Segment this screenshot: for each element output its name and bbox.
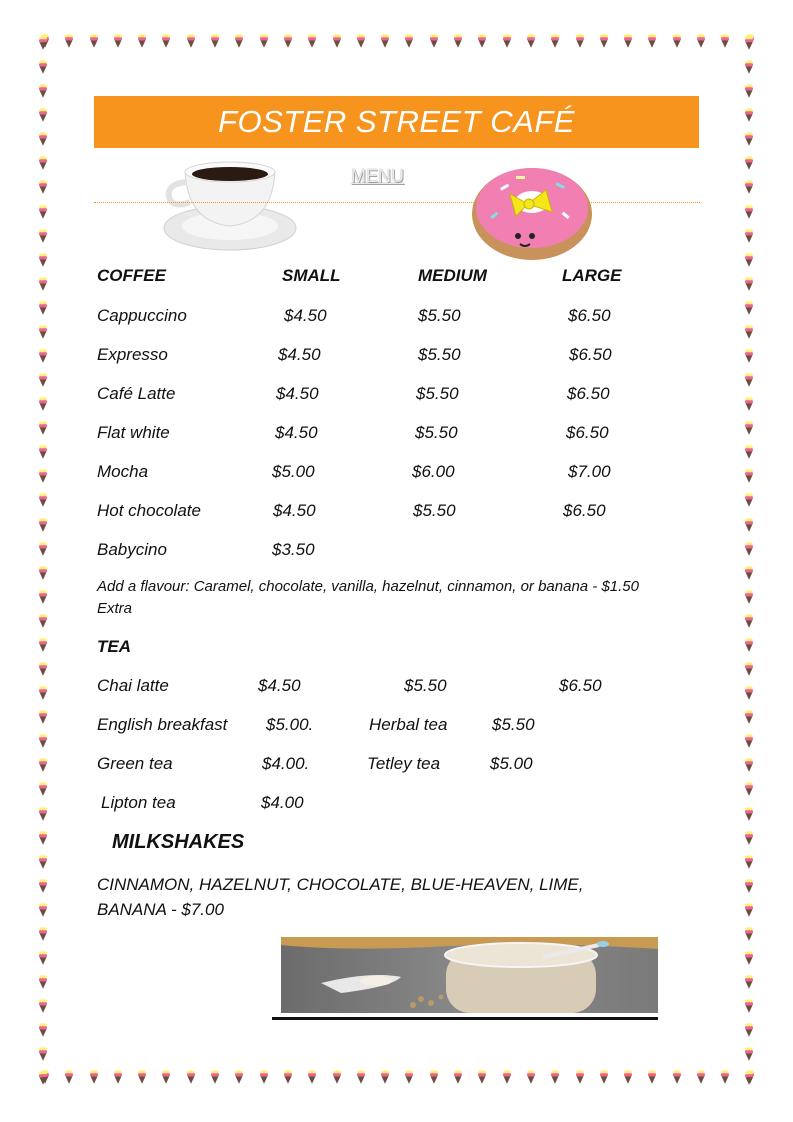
ice-cream-cone-icon xyxy=(38,1071,48,1085)
coffee-item-small: $4.50 xyxy=(284,306,327,325)
ice-cream-cone-icon xyxy=(38,180,48,194)
coffee-item-name: Flat white xyxy=(97,423,170,442)
ice-cream-cone-icon xyxy=(744,205,754,219)
milkshake-photo xyxy=(281,937,658,1013)
ice-cream-cone-icon xyxy=(38,686,48,700)
coffee-item-small: $4.50 xyxy=(275,423,318,442)
ice-cream-cone-icon xyxy=(744,301,754,315)
ice-cream-cone-icon xyxy=(647,1070,657,1084)
ice-cream-cone-icon xyxy=(744,180,754,194)
ice-cream-cone-icon xyxy=(477,34,487,48)
ice-cream-cone-icon xyxy=(744,1047,754,1061)
size-small-header: SMALL xyxy=(282,266,341,285)
coffee-item-name: Babycino xyxy=(97,540,167,559)
border-bottom xyxy=(40,1070,755,1088)
ice-cream-cone-icon xyxy=(89,34,99,48)
coffee-item-large: $6.50 xyxy=(568,306,611,325)
ice-cream-cone-icon xyxy=(744,662,754,676)
ice-cream-cone-icon xyxy=(575,1070,585,1084)
border-top xyxy=(40,34,755,52)
ice-cream-cone-icon xyxy=(38,951,48,965)
ice-cream-cone-icon xyxy=(720,1070,730,1084)
ice-cream-cone-icon xyxy=(696,34,706,48)
ice-cream-cone-icon xyxy=(744,614,754,628)
ice-cream-cone-icon xyxy=(744,349,754,363)
ice-cream-cone-icon xyxy=(744,1071,754,1085)
tea-item-name: Green tea xyxy=(97,754,173,773)
coffee-item-name: Mocha xyxy=(97,462,149,481)
coffee-item-small: $5.00 xyxy=(272,462,315,481)
ice-cream-cone-icon xyxy=(672,34,682,48)
ice-cream-cone-icon xyxy=(38,879,48,893)
donut-icon xyxy=(470,162,595,262)
ice-cream-cone-icon xyxy=(744,951,754,965)
ice-cream-cone-icon xyxy=(38,469,48,483)
coffee-item-small: $4.50 xyxy=(278,345,321,364)
ice-cream-cone-icon xyxy=(38,277,48,291)
flavour-note: Add a flavour: Caramel, chocolate, vanilla, hazelnut, cinnamon, or banana - $1.50 xyxy=(97,578,639,595)
ice-cream-cone-icon xyxy=(526,34,536,48)
tea-item-small: $4.50 xyxy=(258,676,301,695)
ice-cream-cone-icon xyxy=(380,34,390,48)
ice-cream-cone-icon xyxy=(575,34,585,48)
ice-cream-cone-icon xyxy=(744,734,754,748)
ice-cream-cone-icon xyxy=(744,879,754,893)
coffee-item-medium: $5.50 xyxy=(416,384,459,403)
ice-cream-cone-icon xyxy=(696,1070,706,1084)
tea-item-name: Lipton tea xyxy=(101,793,176,812)
tea-item-large: $6.50 xyxy=(559,676,602,695)
ice-cream-cone-icon xyxy=(744,999,754,1013)
ice-cream-cone-icon xyxy=(38,349,48,363)
ice-cream-cone-icon xyxy=(526,1070,536,1084)
ice-cream-cone-icon xyxy=(38,60,48,74)
divider xyxy=(94,202,700,203)
ice-cream-cone-icon xyxy=(356,34,366,48)
coffee-item-small: $4.50 xyxy=(276,384,319,403)
ice-cream-cone-icon xyxy=(647,34,657,48)
ice-cream-cone-icon xyxy=(744,253,754,267)
ice-cream-cone-icon xyxy=(502,34,512,48)
coffee-item-name: Café Latte xyxy=(97,384,176,403)
coffee-item-medium: $5.50 xyxy=(418,306,461,325)
coffee-item-name: Cappuccino xyxy=(97,306,187,325)
ice-cream-cone-icon xyxy=(259,1070,269,1084)
tea-item-name: Tetley tea xyxy=(367,754,441,773)
ice-cream-cone-icon xyxy=(744,445,754,459)
coffee-item-medium: $5.50 xyxy=(415,423,458,442)
ice-cream-cone-icon xyxy=(210,34,220,48)
ice-cream-cone-icon xyxy=(453,1070,463,1084)
ice-cream-cone-icon xyxy=(744,542,754,556)
ice-cream-cone-icon xyxy=(38,831,48,845)
ice-cream-cone-icon xyxy=(744,807,754,821)
ice-cream-cone-icon xyxy=(38,710,48,724)
milkshake-flavours: CINNAMON, HAZELNUT, CHOCOLATE, BLUE-HEAVEN, LIME, xyxy=(97,875,584,894)
ice-cream-cone-icon xyxy=(744,831,754,845)
ice-cream-cone-icon xyxy=(137,1070,147,1084)
tea-item-name: Herbal tea xyxy=(369,715,448,734)
ice-cream-cone-icon xyxy=(38,855,48,869)
ice-cream-cone-icon xyxy=(38,301,48,315)
coffee-heading: COFFEE xyxy=(97,266,166,285)
ice-cream-cone-icon xyxy=(672,1070,682,1084)
ice-cream-cone-icon xyxy=(161,1070,171,1084)
ice-cream-cone-icon xyxy=(38,614,48,628)
ice-cream-cone-icon xyxy=(38,421,48,435)
ice-cream-cone-icon xyxy=(161,34,171,48)
ice-cream-cone-icon xyxy=(720,34,730,48)
ice-cream-cone-icon xyxy=(744,421,754,435)
ice-cream-cone-icon xyxy=(744,325,754,339)
ice-cream-cone-icon xyxy=(210,1070,220,1084)
ice-cream-cone-icon xyxy=(599,34,609,48)
coffee-item-medium: $5.50 xyxy=(413,501,456,520)
ice-cream-cone-icon xyxy=(38,373,48,387)
coffee-item-large: $7.00 xyxy=(568,462,611,481)
ice-cream-cone-icon xyxy=(404,34,414,48)
ice-cream-cone-icon xyxy=(38,445,48,459)
tea-item-medium: $5.50 xyxy=(404,676,447,695)
coffee-item-medium: $6.00 xyxy=(412,462,455,481)
ice-cream-cone-icon xyxy=(113,1070,123,1084)
ice-cream-cone-icon xyxy=(113,34,123,48)
ice-cream-cone-icon xyxy=(623,1070,633,1084)
ice-cream-cone-icon xyxy=(623,34,633,48)
size-medium-header: MEDIUM xyxy=(418,266,487,285)
ice-cream-cone-icon xyxy=(186,34,196,48)
ice-cream-cone-icon xyxy=(429,1070,439,1084)
ice-cream-cone-icon xyxy=(744,108,754,122)
ice-cream-cone-icon xyxy=(283,34,293,48)
ice-cream-cone-icon xyxy=(744,84,754,98)
ice-cream-cone-icon xyxy=(744,590,754,604)
border-left xyxy=(38,36,50,1086)
tea-item-price: $4.00. xyxy=(262,754,310,773)
ice-cream-cone-icon xyxy=(64,34,74,48)
tea-item-name: English breakfast xyxy=(97,715,228,734)
ice-cream-cone-icon xyxy=(38,662,48,676)
ice-cream-cone-icon xyxy=(744,36,754,50)
coffee-item-large: $6.50 xyxy=(566,423,609,442)
ice-cream-cone-icon xyxy=(477,1070,487,1084)
coffee-item-name: Expresso xyxy=(97,345,168,364)
ice-cream-cone-icon xyxy=(38,229,48,243)
ice-cream-cone-icon xyxy=(38,156,48,170)
ice-cream-cone-icon xyxy=(38,325,48,339)
coffee-item-medium: $5.50 xyxy=(418,345,461,364)
ice-cream-cone-icon xyxy=(332,34,342,48)
ice-cream-cone-icon xyxy=(283,1070,293,1084)
ice-cream-cone-icon xyxy=(38,638,48,652)
ice-cream-cone-icon xyxy=(453,34,463,48)
ice-cream-cone-icon xyxy=(89,1070,99,1084)
ice-cream-cone-icon xyxy=(38,1047,48,1061)
ice-cream-cone-icon xyxy=(356,1070,366,1084)
ice-cream-cone-icon xyxy=(38,903,48,917)
milkshakes-heading: MILKSHAKES xyxy=(112,831,245,853)
ice-cream-cone-icon xyxy=(38,397,48,411)
ice-cream-cone-icon xyxy=(38,927,48,941)
ice-cream-cone-icon xyxy=(38,205,48,219)
ice-cream-cone-icon xyxy=(744,855,754,869)
ice-cream-cone-icon xyxy=(38,807,48,821)
ice-cream-cone-icon xyxy=(137,34,147,48)
ice-cream-cone-icon xyxy=(744,132,754,146)
tea-item-price: $5.00. xyxy=(266,715,314,734)
ice-cream-cone-icon xyxy=(744,903,754,917)
ice-cream-cone-icon xyxy=(38,566,48,580)
ice-cream-cone-icon xyxy=(64,1070,74,1084)
ice-cream-cone-icon xyxy=(744,638,754,652)
ice-cream-cone-icon xyxy=(38,999,48,1013)
ice-cream-cone-icon xyxy=(332,1070,342,1084)
ice-cream-cone-icon xyxy=(38,36,48,50)
ice-cream-cone-icon xyxy=(744,373,754,387)
ice-cream-cone-icon xyxy=(744,397,754,411)
ice-cream-cone-icon xyxy=(502,1070,512,1084)
ice-cream-cone-icon xyxy=(550,1070,560,1084)
ice-cream-cone-icon xyxy=(38,782,48,796)
bottom-rule xyxy=(272,1017,658,1020)
coffee-item-name: Hot chocolate xyxy=(97,501,201,520)
coffee-item-small: $4.50 xyxy=(273,501,316,520)
ice-cream-cone-icon xyxy=(599,1070,609,1084)
ice-cream-cone-icon xyxy=(38,734,48,748)
tea-item-price: $5.00 xyxy=(490,754,533,773)
ice-cream-cone-icon xyxy=(307,34,317,48)
coffee-item-small: $3.50 xyxy=(272,540,315,559)
ice-cream-cone-icon xyxy=(404,1070,414,1084)
ice-cream-cone-icon xyxy=(744,1023,754,1037)
page-title: FOSTER STREET CAFÉ xyxy=(94,96,699,148)
ice-cream-cone-icon xyxy=(38,253,48,267)
ice-cream-cone-icon xyxy=(186,1070,196,1084)
ice-cream-cone-icon xyxy=(744,758,754,772)
tea-item-price: $5.50 xyxy=(492,715,535,734)
milkshake-flavours-cont: BANANA - $7.00 xyxy=(97,900,224,919)
ice-cream-cone-icon xyxy=(307,1070,317,1084)
coffee-item-large: $6.50 xyxy=(563,501,606,520)
ice-cream-cone-icon xyxy=(38,518,48,532)
ice-cream-cone-icon xyxy=(744,229,754,243)
ice-cream-cone-icon xyxy=(429,34,439,48)
ice-cream-cone-icon xyxy=(744,277,754,291)
ice-cream-cone-icon xyxy=(744,927,754,941)
ice-cream-cone-icon xyxy=(38,975,48,989)
border-right xyxy=(744,36,756,1086)
ice-cream-cone-icon xyxy=(38,758,48,772)
flavour-note-cont: Extra xyxy=(97,600,133,617)
ice-cream-cone-icon xyxy=(259,34,269,48)
ice-cream-cone-icon xyxy=(234,34,244,48)
ice-cream-cone-icon xyxy=(744,518,754,532)
size-large-header: LARGE xyxy=(562,266,622,285)
ice-cream-cone-icon xyxy=(38,108,48,122)
coffee-item-large: $6.50 xyxy=(569,345,612,364)
ice-cream-cone-icon xyxy=(550,34,560,48)
menu-label: MENU xyxy=(351,166,404,186)
coffee-item-large: $6.50 xyxy=(567,384,610,403)
ice-cream-cone-icon xyxy=(38,132,48,146)
ice-cream-cone-icon xyxy=(744,686,754,700)
ice-cream-cone-icon xyxy=(380,1070,390,1084)
ice-cream-cone-icon xyxy=(38,542,48,556)
ice-cream-cone-icon xyxy=(38,590,48,604)
ice-cream-cone-icon xyxy=(744,566,754,580)
ice-cream-cone-icon xyxy=(234,1070,244,1084)
ice-cream-cone-icon xyxy=(38,493,48,507)
ice-cream-cone-icon xyxy=(744,975,754,989)
ice-cream-cone-icon xyxy=(744,60,754,74)
ice-cream-cone-icon xyxy=(38,1023,48,1037)
ice-cream-cone-icon xyxy=(744,469,754,483)
ice-cream-cone-icon xyxy=(744,156,754,170)
ice-cream-cone-icon xyxy=(744,710,754,724)
ice-cream-cone-icon xyxy=(744,493,754,507)
tea-item-name: Chai latte xyxy=(97,676,169,695)
tea-heading: TEA xyxy=(97,637,131,656)
ice-cream-cone-icon xyxy=(38,84,48,98)
ice-cream-cone-icon xyxy=(744,782,754,796)
tea-item-price: $4.00 xyxy=(261,793,304,812)
